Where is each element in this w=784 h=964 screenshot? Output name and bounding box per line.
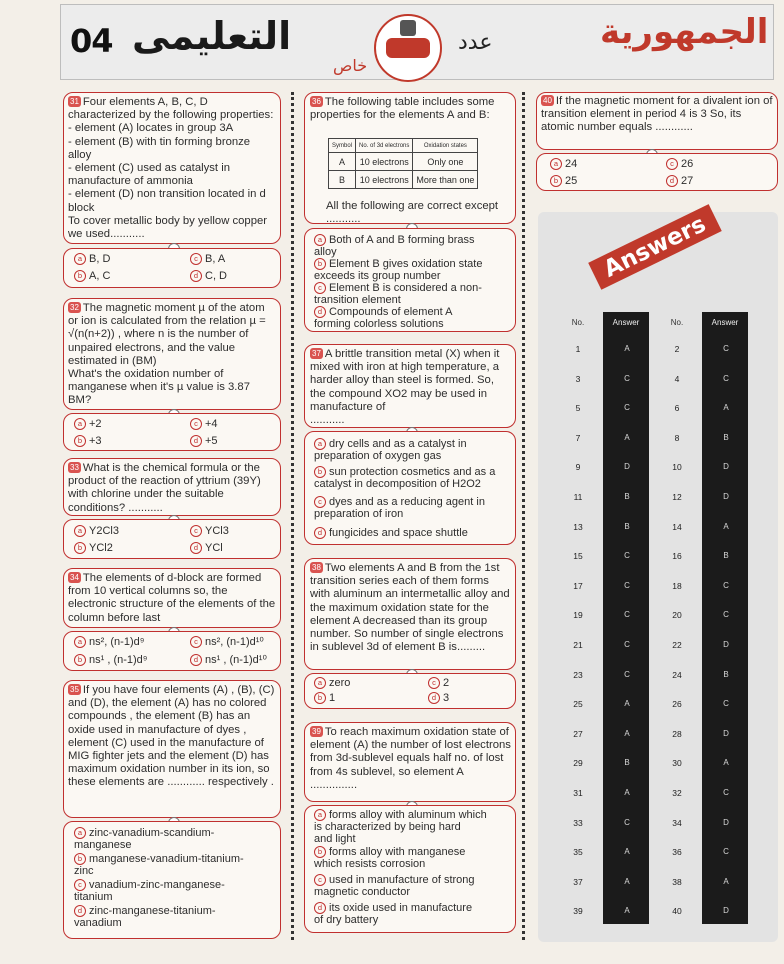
answer-number: 39	[573, 906, 583, 916]
q33-option-c[interactable]: c YCl3	[190, 525, 229, 537]
answer-letter: A	[624, 344, 630, 353]
answer-letter: A	[624, 788, 630, 797]
q40-option-b[interactable]: b 25	[550, 175, 577, 187]
answer-letter: A	[624, 847, 630, 856]
answer-letter: C	[723, 699, 729, 708]
answer-number: 36	[672, 847, 682, 857]
q35-option-b[interactable]: b manganese-vanadium-titanium- zinc	[74, 853, 244, 877]
answer-letter: A	[624, 433, 630, 442]
column-divider	[291, 92, 294, 940]
q36-option-c[interactable]: c Element B is considered a non- transition element	[314, 282, 482, 306]
answer-letter: D	[723, 492, 729, 501]
header-no: No.	[670, 318, 684, 327]
answer-letter: A	[624, 906, 630, 915]
q32-option-c[interactable]: c +4	[190, 418, 218, 430]
answer-number: 25	[573, 699, 583, 709]
q34-option-b[interactable]: b ns¹ , (n-1)d⁹	[74, 654, 148, 666]
q40-option-a[interactable]: a 24	[550, 158, 577, 170]
answer-number: 27	[573, 729, 583, 739]
answer-number: 1	[575, 344, 581, 354]
answer-letter: A	[723, 522, 729, 531]
answer-number: 21	[573, 640, 583, 650]
answer-number: 22	[672, 640, 682, 650]
answer-number: 7	[575, 433, 581, 443]
answer-letter: D	[723, 640, 729, 649]
q36-option-a[interactable]: a Both of A and B forming brass alloy	[314, 234, 475, 258]
header-answer: Answer	[711, 318, 739, 327]
q38-option-c[interactable]: c 2	[428, 677, 449, 689]
answer-number: 24	[672, 670, 682, 680]
answer-letter: C	[624, 640, 630, 649]
answer-number: 13	[573, 522, 583, 532]
answer-letter: A	[624, 877, 630, 886]
q32-option-d[interactable]: d +5	[190, 435, 218, 447]
q34-option-c[interactable]: c ns², (n-1)d¹⁰	[190, 636, 264, 648]
q38-option-b[interactable]: b 1	[314, 692, 335, 704]
answer-letter: D	[624, 462, 630, 471]
q32-option-a[interactable]: a +2	[74, 418, 102, 430]
answer-number: 30	[672, 758, 682, 768]
q39-option-d[interactable]: d its oxide used in manufacture of dry battery	[314, 902, 473, 926]
answer-number: 17	[573, 581, 583, 591]
answer-letter: C	[723, 581, 729, 590]
answer-letter: D	[723, 729, 729, 738]
question-32: 32 The magnetic moment µ of the atom or ion is calculated from the relation µ = √(n(n+2)) , where n is the number of unpaired electrons, and the value estimated in (BM) What's the oxidation number of manganese when it's µ value is 3.87 BM?	[68, 302, 266, 407]
answer-number: 9	[575, 462, 581, 472]
answer-number: 8	[674, 433, 680, 443]
answer-number: 33	[573, 818, 583, 828]
answer-letter: C	[624, 610, 630, 619]
seal-band	[386, 38, 430, 58]
header-answer: Answer	[612, 318, 640, 327]
answer-letter: A	[624, 729, 630, 738]
answer-letter: A	[723, 403, 729, 412]
properties-table: Symbol No. of 3d electrons Oxidation states A 10 electrons Only one B 10 electrons More than one	[328, 138, 478, 189]
header-no: No.	[571, 318, 585, 327]
q37-option-a[interactable]: a dry cells and as a catalyst in preparation of oxygen gas	[314, 438, 467, 462]
answer-number: 3	[575, 374, 581, 384]
q34-option-d[interactable]: d ns¹ , (n-1)d¹⁰	[190, 654, 267, 666]
answer-number: 20	[672, 610, 682, 620]
answer-number: 4	[674, 374, 680, 384]
answers-title: Answers	[588, 204, 721, 290]
answer-number: 23	[573, 670, 583, 680]
q38-option-d[interactable]: d 3	[428, 692, 449, 704]
answer-letter: A	[723, 758, 729, 767]
answer-number: 6	[674, 403, 680, 413]
q32-option-b[interactable]: b +3	[74, 435, 102, 447]
answer-number: 35	[573, 847, 583, 857]
question-34: 34 The elements of d-block are formed from 10 vertical columns so, the electronic structure of the elements of the column before last	[68, 572, 276, 624]
q33-option-d[interactable]: d YCl	[190, 542, 223, 554]
q35-option-a[interactable]: a zinc-vanadium-scandium- manganese	[74, 827, 215, 851]
q31-option-d[interactable]: d C, D	[190, 270, 227, 282]
answer-number: 10	[672, 462, 682, 472]
q37-option-c[interactable]: c dyes and as a reducing agent in preparation of iron	[314, 496, 485, 520]
special-label: خاص	[333, 56, 368, 75]
question-38: 38 Two elements A and B from the 1st transition series each of them forms with aluminum an intermetallic alloy and the maximum oxidation state for the element A decreased than its group number. So number of single electrons in sublevel 3d of element B is.........	[310, 562, 510, 654]
q34-option-a[interactable]: a ns², (n-1)d⁹	[74, 636, 144, 648]
answer-letter: C	[624, 581, 630, 590]
q40-option-d[interactable]: d 27	[666, 175, 693, 187]
answer-number: 37	[573, 877, 583, 887]
answer-letter: B	[723, 551, 729, 560]
answer-letter: C	[723, 610, 729, 619]
question-37: 37 A brittle transition metal (X) when it mixed with iron at high temperature, a harder alloy than steel is formed. So, the compound XO2 may be used in manufacture of ...........	[310, 348, 500, 427]
answer-number: 26	[672, 699, 682, 709]
answer-number: 34	[672, 818, 682, 828]
q35-option-c[interactable]: c vanadium-zinc-manganese- titanium	[74, 879, 225, 903]
column-divider	[522, 92, 525, 940]
answer-number: 14	[672, 522, 682, 532]
q38-option-a[interactable]: a zero	[314, 677, 350, 689]
newspaper-logo: الجمهورية	[600, 12, 769, 52]
q39-option-b[interactable]: b forms alloy with manganese which resists corrosion	[314, 846, 466, 870]
answer-number: 40	[672, 906, 682, 916]
answer-letter: A	[624, 699, 630, 708]
eagle-icon	[400, 20, 416, 36]
answer-number: 12	[672, 492, 682, 502]
answer-letter: A	[723, 877, 729, 886]
answer-number: 18	[672, 581, 682, 591]
answer-number: 31	[573, 788, 583, 798]
q35-option-d[interactable]: d zinc-manganese-titanium- vanadium	[74, 905, 216, 929]
answer-letter: B	[624, 758, 630, 767]
question-33: 33 What is the chemical formula or the product of the reaction of yttrium (39Y) with chlorine under the suitable conditions? ...........	[68, 462, 261, 514]
question-36-prompt: All the following are correct except ...........	[326, 200, 499, 226]
seal-logo	[374, 14, 442, 82]
answer-number: 16	[672, 551, 682, 561]
q31-option-c[interactable]: c B, A	[190, 253, 225, 265]
answer-number: 28	[672, 729, 682, 739]
supplement-title: التعليمى	[132, 14, 292, 58]
q39-option-a[interactable]: a forms alloy with aluminum which is characterized by being hard and light	[314, 809, 487, 845]
q33-option-a[interactable]: a Y2Cl3	[74, 525, 119, 537]
q36-option-b[interactable]: b Element B gives oxidation state exceeds its group number	[314, 258, 483, 282]
answer-letter: C	[624, 818, 630, 827]
question-35: 35 If you have four elements (A) , (B), (C) and (D), the element (A) has no colored compounds , the element (B) has an oxide used in manufacture of dyes , element (C) used in the manufacture of MIG fighter jets and the element (D) has maximum oxidation number in its ion, so these elements are ............ respectively .	[68, 684, 275, 789]
answer-number: 38	[672, 877, 682, 887]
q40-option-c[interactable]: c 26	[666, 158, 693, 170]
answer-letter: C	[624, 374, 630, 383]
issue-number: 04	[70, 22, 113, 60]
q37-option-b[interactable]: b sun protection cosmetics and as a catalyst in decomposition of H2O2	[314, 466, 496, 490]
question-39: 39 To reach maximum oxidation state of element (A) the number of lost electrons from 3d-sublevel equals half no. of lost from 4s sublevel, so element A ...............	[310, 726, 511, 791]
answer-letter: B	[723, 433, 729, 442]
question-36: 36 The following table includes some properties for the elements A and B:	[310, 96, 495, 122]
answer-letter: B	[723, 670, 729, 679]
answer-letter: C	[723, 374, 729, 383]
q37-option-d[interactable]: d fungicides and space shuttle	[314, 527, 468, 539]
question-31: 31 Four elements A, B, C, D characterized by the following properties: - element (A) locates in group 3A - element (B) with tin forming bronze alloy - element (C) used as catalyst in manufacture of ammonia - element (D) non transition located in d block To cover metallic body by yellow copper we used...........	[68, 96, 274, 241]
q31-option-a[interactable]: a B, D	[74, 253, 110, 265]
q36-option-d[interactable]: d Compounds of element A forming colorless solutions	[314, 306, 453, 330]
answer-letter: C	[624, 670, 630, 679]
answer-letter: C	[723, 847, 729, 856]
q33-option-b[interactable]: b YCl2	[74, 542, 113, 554]
answer-letter: C	[624, 551, 630, 560]
answer-number: 2	[674, 344, 680, 354]
answer-letter: B	[624, 492, 630, 501]
answer-letter: B	[624, 522, 630, 531]
q39-option-c[interactable]: c used in manufacture of strong magnetic conductor	[314, 874, 475, 898]
q31-option-b[interactable]: b A, C	[74, 270, 110, 282]
answer-number: 5	[575, 403, 581, 413]
answer-letter: C	[723, 788, 729, 797]
answer-number: 29	[573, 758, 583, 768]
answer-number: 15	[573, 551, 583, 561]
question-40: 40 If the magnetic moment for a divalent ion of transition element in period 4 is 3 So, its atomic number equals ............	[541, 95, 773, 134]
answer-letter: C	[624, 403, 630, 412]
answer-letter: C	[723, 344, 729, 353]
answer-letter: D	[723, 462, 729, 471]
issue-word: عدد	[458, 30, 493, 55]
answer-letter: D	[723, 906, 729, 915]
answer-letter: D	[723, 818, 729, 827]
answer-number: 32	[672, 788, 682, 798]
answer-number: 11	[573, 492, 583, 502]
answer-number: 19	[573, 610, 583, 620]
